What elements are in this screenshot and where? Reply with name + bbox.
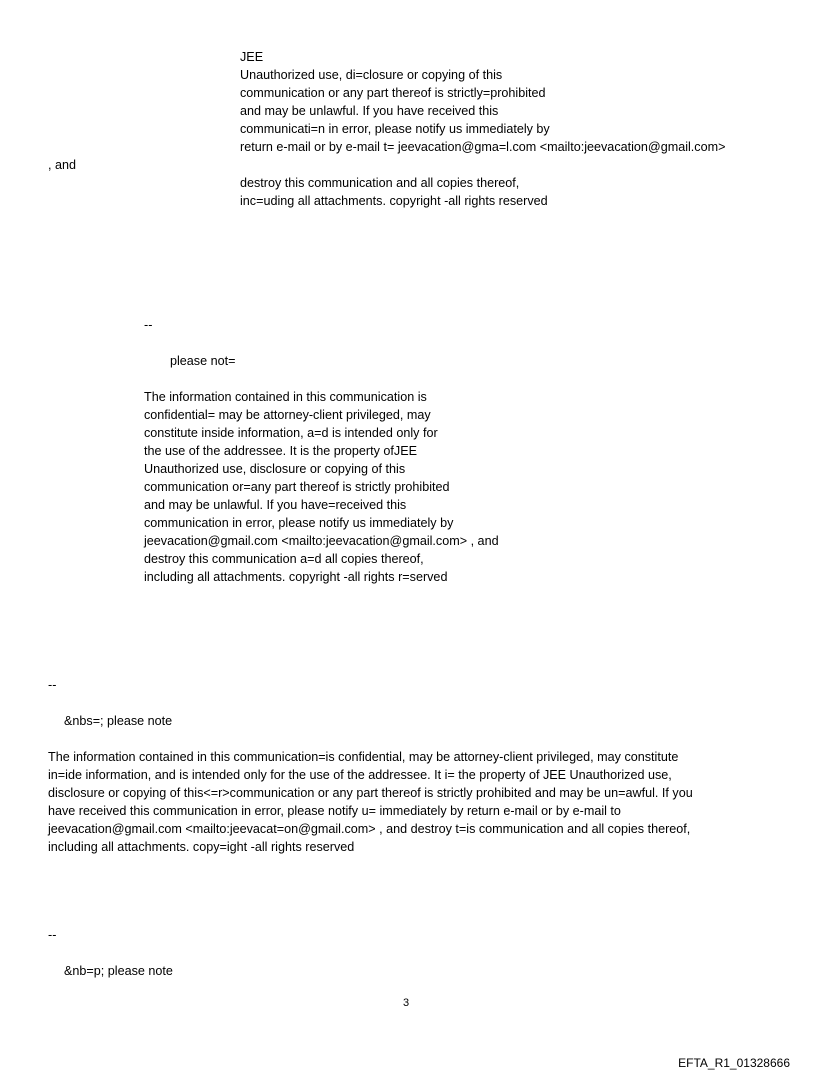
text-line: The information contained in this communication=is confidential, may be attorney-client privileged, may constitute: [48, 750, 679, 764]
text-line: including all attachments. copyright -all rights r=served: [144, 570, 448, 584]
text-line: jeevacation@gmail.com <mailto:jeevacation@gmail.com> , and: [144, 534, 499, 548]
text-line: the use of the addressee. It is the property ofJEE: [144, 444, 418, 458]
text-line: in=ide information, and is intended only for the use of the addressee. It i= the property of JEE Unauthorized use,: [48, 768, 672, 782]
note-line: &nbs=; please note: [64, 714, 173, 728]
separator: --: [144, 318, 153, 332]
text-line: Unauthorized use, di=closure or copying of this: [240, 68, 503, 82]
text-line: and may be unlawful. If you have received this: [240, 104, 499, 118]
text-line: constitute inside information, a=d is intended only for: [144, 426, 438, 440]
text-line: confidential= may be attorney-client privileged, may: [144, 408, 431, 422]
text-line: communication in error, please notify us immediately by: [144, 516, 454, 530]
text-line: communicati=n in error, please notify us immediately by: [240, 122, 550, 136]
text-line: return e-mail or by e-mail t= jeevacation@gma=l.com <mailto:jeevacation@gmail.com>: [240, 140, 726, 154]
text-line: destroy this communication a=d all copies thereof,: [144, 552, 424, 566]
note-line: please not=: [170, 354, 236, 368]
text-line: communication or=any part thereof is strictly prohibited: [144, 480, 450, 494]
text-line: including all attachments. copy=ight -all rights reserved: [48, 840, 355, 854]
separator: --: [48, 928, 57, 942]
text-line: destroy this communication and all copies thereof,: [240, 176, 520, 190]
text-line: inc=uding all attachments. copyright -all rights reserved: [240, 194, 548, 208]
document-id: EFTA_R1_01328666: [678, 1056, 790, 1070]
text-line: disclosure or copying of this<=r>communication or any part thereof is strictly prohibited and may be un=awful. If you: [48, 786, 693, 800]
text-line: and may be unlawful. If you have=received this: [144, 498, 407, 512]
text-line-wrapped: , and: [48, 158, 77, 172]
text-line: communication or any part thereof is strictly=prohibited: [240, 86, 546, 100]
separator: --: [48, 678, 57, 692]
text-line: have received this communication in error, please notify u= immediately by return e-mail or by e-mail to: [48, 804, 621, 818]
text-line: The information contained in this communication is: [144, 390, 427, 404]
text-line: JEE: [240, 50, 264, 64]
page-number: 3: [403, 997, 410, 1009]
text-line: Unauthorized use, disclosure or copying of this: [144, 462, 406, 476]
note-line: &nb=p; please note: [64, 964, 173, 978]
text-line: jeevacation@gmail.com <mailto:jeevacat=on@gmail.com> , and destroy t=is communication and all copies thereof,: [48, 822, 691, 836]
